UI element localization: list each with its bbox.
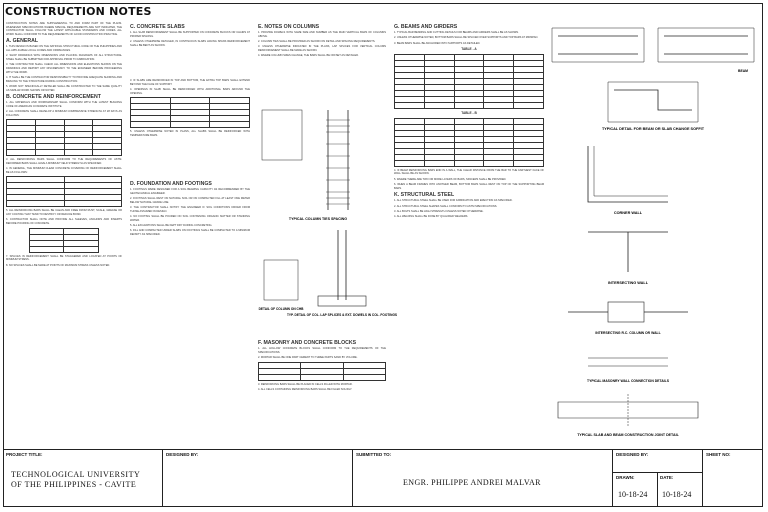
drawn-label: DRAWN: xyxy=(616,475,635,480)
intersecting-col-caption: INTERSECTING R.C. COLUMN OR WALL xyxy=(595,331,661,335)
footing-detail-caption: TYP. DETAIL OF COL. LAP SPLICES & EXT. DOWELS IN COL. FOOTINGS xyxy=(286,313,398,317)
intersecting-wall-shape xyxy=(588,232,668,272)
corner-wall-shape xyxy=(588,146,668,202)
table-b-title: TABLE - B xyxy=(461,110,477,115)
lap-table xyxy=(29,228,99,253)
section-masonry-heading: F. MASONRY AND CONCRETE BLOCKS xyxy=(258,340,357,346)
school-line-1: TECHNOLOGICAL UNIVERSITY xyxy=(11,470,141,479)
notes-column-2: C. CONCRETE SLABS 1. ALL SLAB REINFORCEMENT SHALL BE SUPPORTED ON CONCRETE BLOCKS OR CHAIRS AT PROPER SPACING. 2. UNLESS OTHERWISE DETAILED, IN CONTINUOUS SLABS HAVING SPANS REINFORCEMENT SHALL BE BENT AS SHOWN. 3. IF SLABS ARE REINFORCED IN TOP AND BOTTOM, THE EXTRA TOP BARS SHALL EXTEND BEYOND THE FACE OF SUPPORT. 4. OPENINGS IN SLAB SHALL BE REINFORCED WITH ADDITIONAL BARS AROUND THE OPENING. 5. UNLESS OTHERWISE NOTED IN PLANS, ALL SLABS SHALL BE REINFORCED WITH TEMPERATURE BARS. D. FOUNDATION AND FOOTINGS 1. FOOTINGS WERE DESIGNED FOR A SOIL BEARING CAPACITY AS RECOMMENDED BY THE GEOTECHNICAL ENGINEER. 2. FOOTINGS SHALL REST ON NATURAL SOIL OR ON COMPACTED FILL AT LEAST ONE METER BELOW NATURAL GRADE LINE. 3. THE CONTRACTOR SHALL NOTIFY THE ENGINEER IF SOIL CONDITIONS DIFFER FROM THOSE ASSUMED IN DESIGN. 4. NO FOOTING SHALL BE POURED ON SOIL CONTAINING ORGANIC MATTER OR STANDING WATER. 5. ALL EXCAVATIONS SHALL BE KEPT DRY DURING CONCRETING. 6. FILL AND COMPACTED UNDER SLABS ON FOOTINGS SHALL BE COMPACTED TO A MINIMUM DENSITY AS SPECIFIED. xyxy=(130,22,250,444)
section-steel-heading: K. STRUCTURAL STEEL xyxy=(394,192,455,199)
beam-label: BEAM xyxy=(738,69,748,73)
beam-wall-details-drawing xyxy=(548,22,760,446)
detail-box xyxy=(262,110,302,160)
intersecting-col-shape xyxy=(608,302,644,322)
column-details-drawing xyxy=(258,110,398,335)
masonry-table xyxy=(258,362,386,381)
designer-cell xyxy=(613,450,703,507)
slab-reinforcement-table xyxy=(130,97,250,128)
page-title: CONSTRUCTION NOTES xyxy=(5,5,152,18)
concrete-strength-table xyxy=(6,119,122,156)
submitted-to-cell xyxy=(353,450,613,507)
drawn-date: 10-18-24 xyxy=(618,490,648,499)
notes-column-3-masonry: F. MASONRY AND CONCRETE BLOCKS 1. ALL HOLLOW CONCRETE BLOCKS SHALL CONFORM TO THE REQUIREMENTS OF THE SPECIFICATIONS. 2. MORTAR SHALL BE ONE PART CEMENT TO THREE PARTS SAND BY VOLUME. 3. REINFORCING BARS SHALL BE PLACED IN CELLS FILLED WITH MORTAR. 4. ALL CELLS CONTAINING REINFORCING BARS SHALL BE FILLED SOLIDLY. xyxy=(258,340,386,391)
table-b xyxy=(394,118,544,167)
column-ties xyxy=(326,120,350,204)
notes-column-1: CONSTRUCTION NOTES ARE SUPPLEMENTAL TO AND FORM PART OF THE PLANS. WHENEVER SPECIFICATIONS WHERE SPECIAL REQUIREMENTS ARE NOT INDICATED, THE CONTRACTOR SHALL FOLLOW THE LATEST APPLICABLE STANDARDS AND CODES. ALL WORK SHALL CONFORM TO THE REQUIREMENTS OF GOOD CONSTRUCTION PRACTICE. A. GENERAL 1. THIS DESIGN IS BASED ON THE NATIONAL STRUCTURAL CODE OF THE PHILIPPINES AND ALL APPLICABLE LOCAL CODES AND ORDINANCES. 2. SHOP DRAWINGS WITH DIMENSIONS AND PLACING DIAGRAMS OF ALL STRUCTURAL STEEL SHALL BE SUBMITTED FOR APPROVAL PRIOR TO FABRICATION. 3. THE CONTRACTOR SHALL CHECK ALL DIMENSIONS AND ELEVATIONS SHOWN ON THE DRAWINGS AND REPORT ANY DISCREPANCY TO THE ENGINEER BEFORE PROCEEDING WITH THE WORK. 4. IT SHALL BE THE CONTRACTOR RESPONSIBILITY TO PROVIDE ADEQUATE SHORING AND BRACING TO THE STRUCTURE DURING CONSTRUCTION. 5. WORK NOT SPECIFICALLY DETAILED SHALL BE CONSTRUCTED TO THE SAME QUALITY AS SIMILAR WORK SHOWN OR NOTED. B. CONCRETE AND REINFORCEMENT 1. ALL MATERIALS AND WORKMANSHIP SHALL CONFORM WITH THE LATEST BUILDING CODE OF AMERICAN CONCRETE INSTITUTE. 2. ALL CONCRETE SHALL DEVELOP A MINIMUM COMPRESSIVE STRENGTH AT 28 DAYS AS FOLLOWS: 3. ALL REINFORCING BARS SHALL CONFORM TO THE REQUIREMENTS OF ASTM. DEFORMED BARS SHALL HAVE A MINIMUM YIELD STRENGTH AS SPECIFIED. 4. IN GENERAL, THE MINIMUM CLEAR CONCRETE COVERING OF REINFORCEMENT SHALL BE AS FOLLOWS: 5. ALL REINFORCING BARS SHALL BE CLEAN AND FREE FROM RUST, SCALE, GREASE OR ANY COATING THAT TEND TO DESTROY OR REDUCE BOND. 6. CONTRACTOR SHALL NOTE AND PROVIDE ALL SLEEVES, ANCHORS AND INSERTS BEFORE POURING OF CONCRETE. 7. SPLICES IN REINFORCEMENT SHALL BE STAGGERED AND LOCATED AT POINTS OF MINIMUM STRESS. 8. NO SPLICES SHALL BE MADE AT POINTS OF MAXIMUM STRESS UNLESS NOTED. xyxy=(6,22,122,267)
section-concrete-slabs-heading: C. CONCRETE SLABS xyxy=(130,24,185,30)
footing-outline xyxy=(318,296,366,306)
control-joint-shape xyxy=(588,358,668,366)
control-joint-caption: TYPICAL MASONRY WALL CONNECTION DETAILS xyxy=(587,379,669,383)
section-concrete-reinforcement-heading: B. CONCRETE AND REINFORCEMENT xyxy=(6,94,101,101)
engineer-name: ENGR. PHILIPPE ANDREI MALVAR xyxy=(403,478,541,487)
ties-spacing-caption: TYPICAL COLUMN TIES SPACING xyxy=(288,217,348,221)
sheet-no-label: SHEET NO: xyxy=(706,452,731,457)
designed-by-label: DESIGNED BY: xyxy=(166,452,199,457)
cover-table xyxy=(6,176,122,207)
table-a xyxy=(394,54,544,109)
chb-column-box xyxy=(264,260,298,300)
corner-wall-caption: CORNER WALL xyxy=(613,211,643,215)
title-block xyxy=(3,449,763,507)
project-title-label: PROJECT TITLE: xyxy=(6,452,43,457)
sheet-no-cell xyxy=(703,450,763,507)
soffit-caption: TYPICAL DETAIL FOR BEAM OR SLAB CHANGE SOFFIT xyxy=(601,127,705,131)
notes-column-4: G. BEAMS AND GIRDERS 1. TYPICAL BAR BENDING AND CUTTING DETAILS FOR BEAMS AND GIRDERS SHALL BE AS SHOWN. 2. UNLESS OTHERWISE NOTED, BOTTOM BARS SHALL BE SPLICED OVER SUPPORTS AND TOP BARS AT MIDSPAN. 3. BEAM BARS SHALL BE ANCHORED INTO SUPPORTS AS DETAILED. TABLE - A TABLE - B 4. IF BEAM REINFORCING BARS END IN A WALL, THE CLEAR DISTANCE FROM THE BAR TO THE FARTHEST FACE OF WALL SHALL BE AS SHOWN. 5. WHERE THERE ARE TWO OR MORE LAYERS OF BARS, SPACERS SHALL BE PROVIDED. 6. WHEN A BEAM FRAMES INTO ANOTHER BEAM, BOTTOM BARS SHALL REST ON TOP OF THE SUPPORTING BEAM BARS. K. STRUCTURAL STEEL 1. ALL STRUCTURAL STEEL SHALL BE USED FOR FABRICATION AND ERECTION AS SPECIFIED. 2. ALL STRUCTURAL STEEL SHAPES SHALL CONFORM TO ASTM SPECIFICATIONS. 3. ALL BOLTS SHALL BE HIGH STRENGTH UNLESS NOTED OTHERWISE. 4. ALL WELDING SHALL BE DONE BY QUALIFIED WELDERS. xyxy=(394,24,544,219)
school-line-2: OF THE PHILIPPINES - CAVITE xyxy=(11,480,137,489)
corner-wall-shape xyxy=(594,146,668,196)
table-a-title: TABLE - A xyxy=(461,47,477,52)
soffit-bar xyxy=(614,90,692,110)
slab-beam-caption: TYPICAL SLAB AND BEAM CONSTRUCTION JOINT DETAIL xyxy=(577,433,679,437)
beam-detail-frame xyxy=(658,28,754,62)
section-beams-heading: G. BEAMS AND GIRDERS xyxy=(394,24,458,30)
school-name xyxy=(11,470,140,490)
date-value: 10-18-24 xyxy=(662,490,692,499)
section-columns-heading: E. NOTES ON COLUMNS xyxy=(258,24,320,30)
project-title-cell xyxy=(3,450,163,507)
section-general-heading: A. GENERAL xyxy=(6,38,38,45)
date-label: DATE: xyxy=(660,475,674,480)
designed-by-cell xyxy=(163,450,353,507)
designed-by-label-2: DESIGNED BY: xyxy=(616,452,649,457)
section-foundation-heading: D. FOUNDATION AND FOOTINGS xyxy=(130,181,212,188)
chb-detail-caption: DETAIL OF COLUMN ON CHB xyxy=(258,307,304,311)
notes-column-3: E. NOTES ON COLUMNS 1. PROVIDE DOWELS WITH SAME SIZE AND NUMBER AS THE MAIN VERTICAL BARS OF COLUMNS ABOVE. 2. COLUMN TIES SHALL BE PROVIDED AS SHOWN ON DETAIL AND SPACING REQUIREMENTS. 3. UNLESS OTHERWISE INDICATED IN THE PLANS, LAP SPLICES FOR VERTICAL COLUMN REINFORCEMENT SHALL BE MADE AS SHOWN. 4. WHERE COLUMN SIZES CHANGE, THE BARS SHALL BE OFFSET AS DETAILED. xyxy=(258,24,386,58)
beam-detail-frame xyxy=(552,28,644,62)
intersecting-wall-caption: INTERSECTING WALL xyxy=(607,281,649,285)
soffit-frame xyxy=(608,82,698,122)
submitted-to-label: SUBMITTED TO: xyxy=(356,452,392,457)
